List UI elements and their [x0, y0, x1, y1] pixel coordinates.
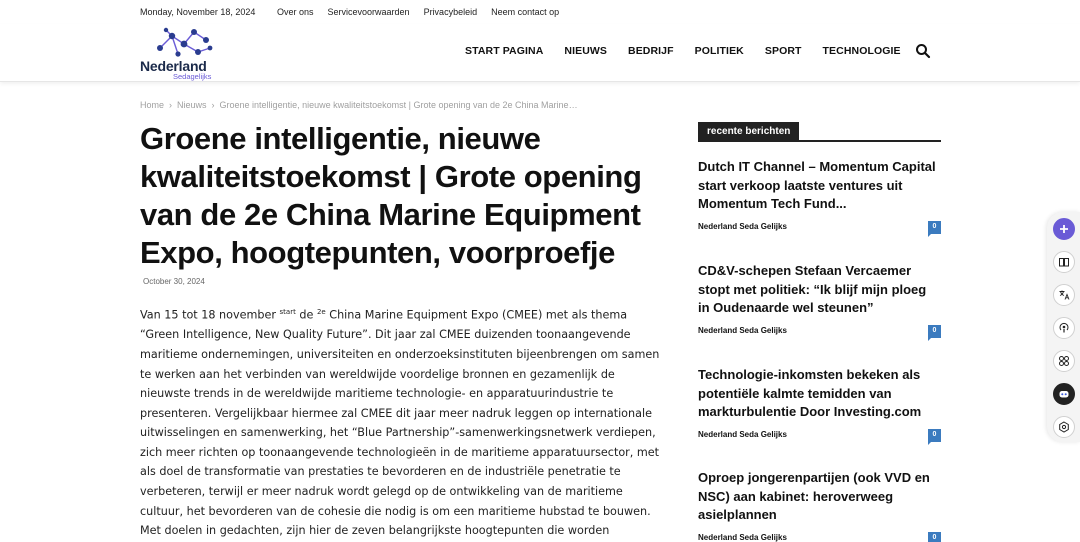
settings-button[interactable] [1053, 416, 1075, 438]
article-intro-a: Van 15 tot 18 november [140, 308, 276, 322]
breadcrumb-separator: › [169, 100, 173, 110]
recent-post-title[interactable]: Dutch IT Channel – Momentum Capital start verkoop laatste ventures uit Momentum Tech Fund... [698, 159, 936, 211]
robot-icon [1058, 388, 1070, 400]
article-intro-c: China Marine Equipment Expo (CMEE) met als thema “Green Intelligence, New Quality Future”. Dit jaar zal CMEE duizenden toonaangevende maritieme ondernemingen, universiteiten en onderzoeksinstituten bijeenbrengen om samen te werken aan het verbinden van wereldwijde voordelige bronnen en gezamenlijk de nieuwste trends in de wereldwijde maritieme technologie- en apparatuurindustrie te presenteren. Vergelijkbaar hiermee zal CMEE dit jaar meer nadruk leggen op internationale uitwisselingen en samenwerking, het “Blue Partnership”-samenwerkingsnetwerk verdiepen, zich meer richten op toonaangevende technologieën in de maritieme apparatuursector, met als doel de transformatie van prestaties te bevorderen en de industriële penetratie te verbeteren, terwijl er meer nadruk wordt gelegd op de ontwikkeling van de maritieme cultuur, het bevorderen van de cohesie die nodig is om een maritieme hubstad te bouwen. Met doelen in gedachten, zijn hier de zeven belangrijkste hoogtepunten die worden [140, 308, 660, 538]
nav-technologie[interactable]: TECHNOLOGIE [822, 45, 901, 57]
plus-icon [1058, 223, 1070, 235]
recent-post-meta [698, 429, 941, 443]
podcast-button[interactable] [1053, 317, 1075, 339]
breadcrumb-home[interactable]: Home [140, 100, 165, 110]
settings-icon [1058, 421, 1070, 433]
recent-post-author[interactable]: Nederland Seda Gelijks [698, 429, 787, 439]
top-link-contact[interactable]: Neem contact op [491, 7, 560, 17]
recent-post-author[interactable]: Nederland Seda Gelijks [698, 325, 787, 335]
recent-post-author[interactable]: Nederland Seda Gelijks [698, 221, 787, 231]
comment-count-badge[interactable]: 0 [928, 429, 941, 442]
book-icon [1058, 256, 1070, 268]
sidebar-heading [698, 121, 941, 142]
comment-count-badge[interactable]: 0 [928, 532, 941, 542]
nav-start-pagina[interactable]: START PAGINA [465, 45, 544, 57]
podcast-icon [1058, 322, 1070, 334]
recent-post-author[interactable]: Nederland Seda Gelijks [698, 532, 787, 542]
translate-icon [1058, 289, 1070, 301]
top-bar [0, 0, 1080, 24]
nav-nieuws[interactable]: NIEUWS [564, 45, 608, 57]
article-body [140, 303, 665, 541]
breadcrumb-section[interactable]: Nieuws [177, 100, 207, 110]
apps-icon [1058, 355, 1070, 367]
floating-toolbar [1047, 212, 1080, 442]
sidebar-heading-label: recente berichten [698, 122, 799, 142]
top-link-servicevoorwaarden[interactable]: Servicevoorwaarden [327, 7, 410, 17]
recent-post-meta [698, 325, 941, 339]
breadcrumb [140, 100, 578, 110]
recent-post-title[interactable]: CD&V-schepen Stefaan Vercaemer stopt met politiek: “Ik blijf mijn ploeg in Oudenaarde wel steunen” [698, 263, 927, 315]
top-link-over-ons[interactable]: Over ons [277, 7, 314, 17]
site-header [0, 24, 1080, 82]
comment-count-badge[interactable]: 0 [928, 325, 941, 338]
article-sup-start: start [279, 308, 296, 316]
search-button[interactable] [915, 43, 931, 59]
assistant-button[interactable] [1053, 383, 1075, 405]
recent-post-title[interactable]: Technologie-inkomsten bekeken als potentiële kalmte temidden van markturbulentie Door Investing.com [698, 367, 922, 419]
network-logo-icon [154, 26, 216, 58]
top-link-privacybeleid[interactable]: Privacybeleid [423, 7, 478, 17]
breadcrumb-separator: › [211, 100, 215, 110]
recent-post [698, 158, 941, 235]
search-icon [915, 43, 931, 59]
recent-post-meta [698, 532, 941, 542]
comment-count-badge[interactable]: 0 [928, 221, 941, 234]
apps-button[interactable] [1053, 350, 1075, 372]
translate-button[interactable] [1053, 284, 1075, 306]
nav-bedrijf[interactable]: BEDRIJF [628, 45, 674, 57]
logo-tagline: Sedagelijks [173, 72, 212, 81]
recent-post-meta [698, 221, 941, 235]
reader-button[interactable] [1053, 251, 1075, 273]
recent-post [698, 469, 941, 542]
current-date: Monday, November 18, 2024 [140, 7, 256, 17]
nav-sport[interactable]: SPORT [764, 45, 802, 57]
article-date: October 30, 2024 [143, 277, 205, 286]
add-button[interactable] [1053, 218, 1075, 240]
article-sup-2e: 2e [316, 308, 326, 316]
recent-post [698, 262, 941, 339]
article-title: Groene intelligentie, nieuwe kwaliteitstoekomst | Grote opening van de 2e China Marine Equipment Expo, hoogtepunten, voorproefje [140, 121, 642, 270]
recent-post [698, 366, 941, 443]
main-nav [465, 45, 922, 57]
nav-politiek[interactable]: POLITIEK [694, 45, 744, 57]
logo-brand: Nederland [140, 58, 207, 74]
site-logo[interactable] [140, 26, 235, 82]
recent-post-title[interactable]: Oproep jongerenpartijen (ook VVD en NSC) aan kabinet: heroverweeg asielplannen [698, 470, 930, 522]
top-links [277, 7, 573, 17]
breadcrumb-current: Groene intelligentie, nieuwe kwaliteitstoekomst | Grote opening van de 2e China Marine… [219, 100, 578, 110]
article-intro-b: de [299, 308, 314, 322]
